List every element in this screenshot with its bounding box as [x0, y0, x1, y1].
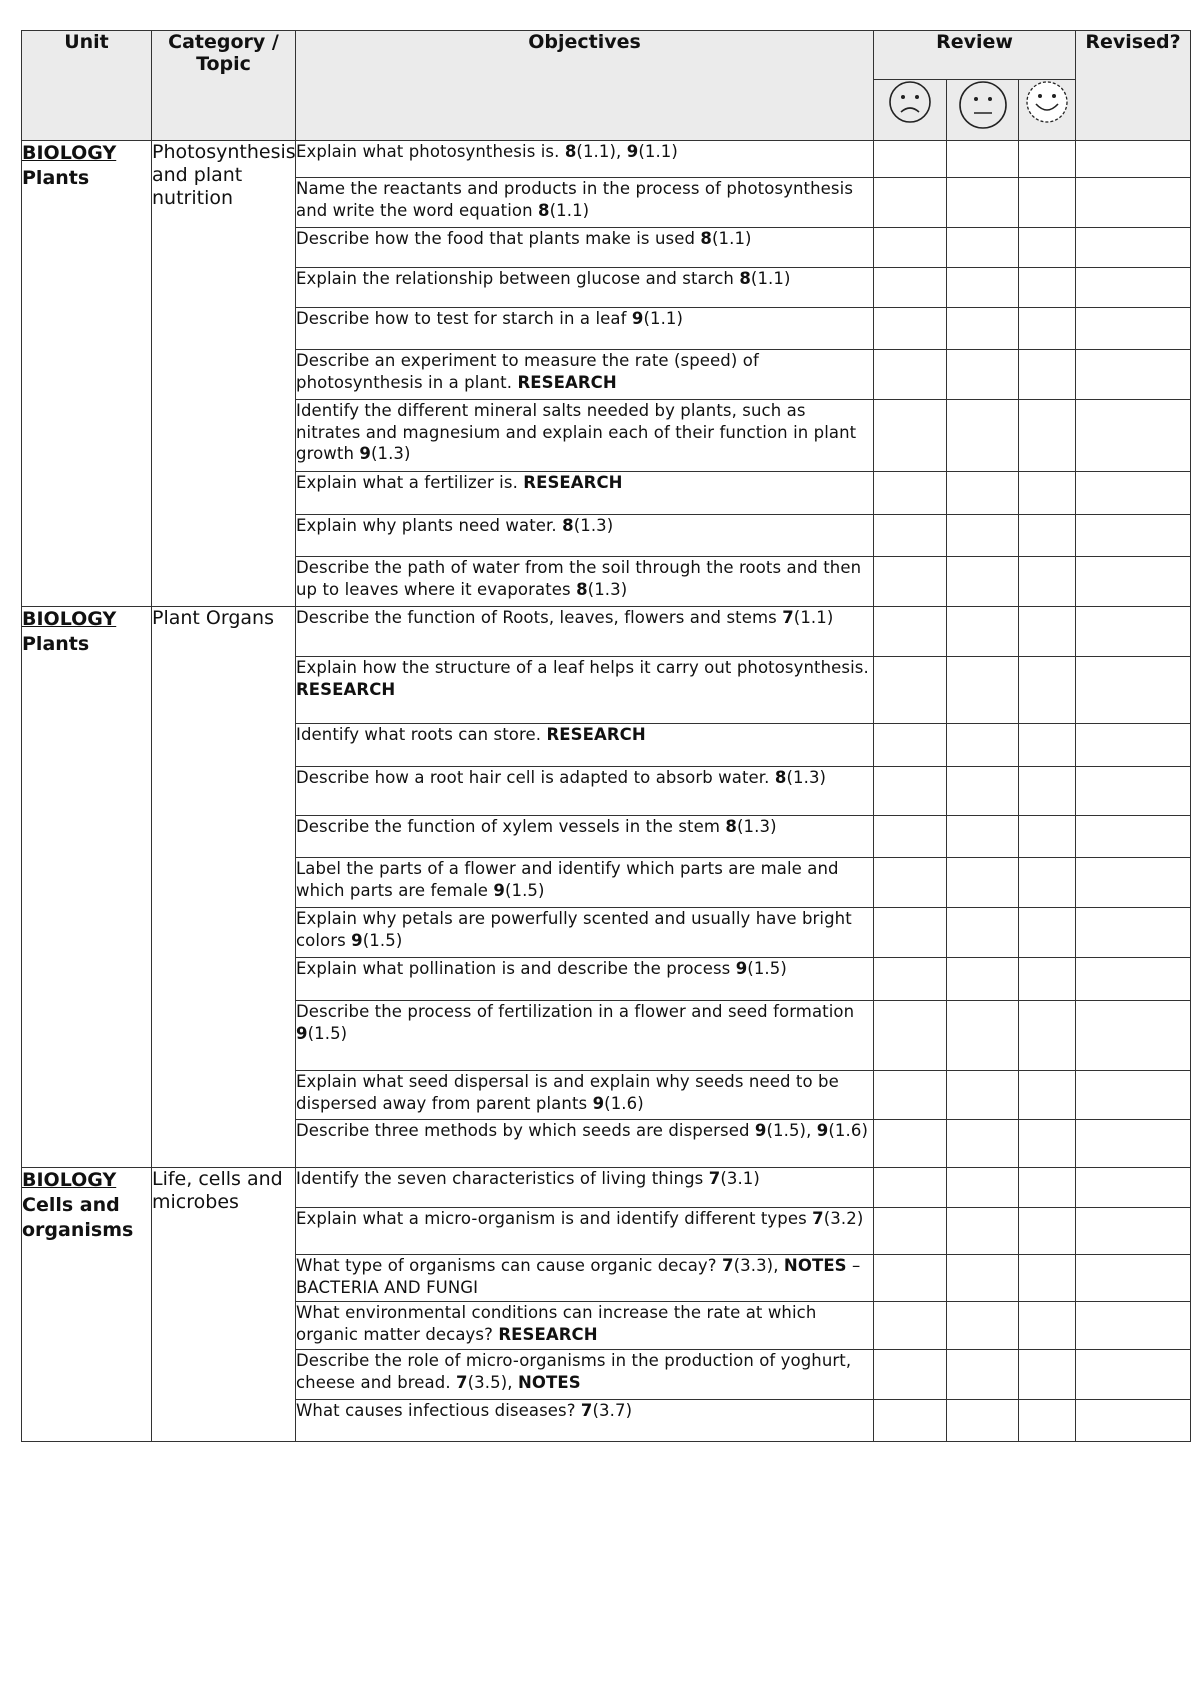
review-sad-cell[interactable] — [874, 1071, 947, 1120]
objective-cell — [296, 515, 874, 557]
objective-cell — [296, 724, 874, 767]
revised-cell[interactable] — [1076, 1208, 1191, 1255]
review-sad-cell[interactable] — [874, 141, 947, 178]
review-sad-cell[interactable] — [874, 268, 947, 308]
objective-cell — [296, 816, 874, 858]
review-happy-cell[interactable] — [1019, 1168, 1076, 1208]
revised-cell[interactable] — [1076, 350, 1191, 400]
revised-cell[interactable] — [1076, 657, 1191, 724]
objective-emphasis: 8 — [725, 817, 737, 836]
revised-cell[interactable] — [1076, 400, 1191, 472]
revised-cell[interactable] — [1076, 958, 1191, 1001]
objective-cell — [296, 607, 874, 657]
review-happy-header — [1019, 80, 1076, 141]
revised-cell[interactable] — [1076, 816, 1191, 858]
objective-text: Describe the function of xylem vessels in the stem — [296, 817, 726, 836]
objective-text: (1.6) — [828, 1121, 869, 1140]
review-neutral-cell[interactable] — [947, 178, 1019, 228]
review-sad-cell[interactable] — [874, 657, 947, 724]
review-neutral-cell[interactable] — [947, 308, 1019, 350]
objective-text: (1.5) — [504, 880, 545, 900]
revised-cell[interactable] — [1076, 767, 1191, 816]
objective-text: Describe the role of micro-organisms in the production of yoghurt, cheese and bread. — [296, 1351, 852, 1392]
review-sad-cell[interactable] — [874, 767, 947, 816]
review-happy-cell[interactable] — [1019, 1400, 1076, 1442]
objective-text: Describe the path of water from the soil through the roots and then up to leaves where it evaporates — [296, 558, 862, 599]
review-happy-cell[interactable] — [1019, 472, 1076, 515]
objective-text: – BACTERIA AND FUNGI — [296, 1256, 861, 1297]
objective-text: Explain what seed dispersal is and explain why seeds need to be dispersed away from parent plants — [296, 1072, 839, 1113]
objective-text: Describe how the food that plants make is used — [296, 229, 701, 248]
objective-text: (1.3) — [587, 579, 628, 599]
header-unit: Unit — [22, 31, 152, 141]
objective-text: (1.3) — [573, 516, 614, 535]
review-sad-cell[interactable] — [874, 1302, 947, 1350]
header-objectives: Objectives — [296, 31, 874, 141]
header-category: Category / Topic — [152, 31, 296, 141]
unit-subtitle: Plants — [22, 167, 90, 189]
objective-emphasis: 9 — [754, 1121, 767, 1140]
review-neutral-cell[interactable] — [947, 472, 1019, 515]
revised-cell[interactable] — [1076, 1168, 1191, 1208]
review-sad-cell[interactable] — [874, 908, 947, 958]
revised-cell[interactable] — [1076, 141, 1191, 178]
revised-cell[interactable] — [1076, 268, 1191, 308]
objective-emphasis: NOTES — [783, 1256, 847, 1275]
objective-emphasis: 9 — [493, 880, 505, 900]
objective-emphasis: 9 — [359, 444, 371, 463]
objective-cell — [296, 1001, 874, 1071]
review-neutral-cell[interactable] — [947, 958, 1019, 1001]
objective-text: What causes infectious diseases? — [296, 1401, 581, 1420]
objective-text: Explain the relationship between glucose and starch — [296, 269, 740, 288]
review-happy-cell[interactable] — [1019, 908, 1076, 958]
objective-cell — [296, 1120, 874, 1168]
review-neutral-cell[interactable] — [947, 350, 1019, 400]
objective-text: (3.7) — [592, 1401, 633, 1420]
review-neutral-cell[interactable] — [947, 1208, 1019, 1255]
revised-cell[interactable] — [1076, 557, 1191, 607]
review-sad-cell[interactable] — [874, 1168, 947, 1208]
objective-cell — [296, 1168, 874, 1208]
objective-emphasis: 8 — [562, 516, 574, 535]
review-happy-cell[interactable] — [1019, 400, 1076, 472]
objective-emphasis: 9 — [631, 309, 644, 328]
review-neutral-cell[interactable] — [947, 141, 1019, 178]
review-happy-cell[interactable] — [1019, 557, 1076, 607]
review-neutral-cell[interactable] — [947, 657, 1019, 724]
revised-cell[interactable] — [1076, 308, 1191, 350]
revised-cell[interactable] — [1076, 1350, 1191, 1400]
objective-text: (1.1) — [711, 229, 752, 248]
review-sad-cell[interactable] — [874, 557, 947, 607]
objective-emphasis: 8 — [538, 200, 550, 220]
review-sad-cell[interactable] — [874, 350, 947, 400]
objective-emphasis: 9 — [351, 930, 363, 950]
objective-text: (3.3), — [733, 1256, 784, 1275]
revised-cell[interactable] — [1076, 1071, 1191, 1120]
review-happy-cell[interactable] — [1019, 178, 1076, 228]
review-sad-cell[interactable] — [874, 400, 947, 472]
review-neutral-cell[interactable] — [947, 607, 1019, 657]
objective-emphasis: 9 — [735, 959, 748, 978]
review-neutral-cell[interactable] — [947, 228, 1019, 268]
category-cell: Photosynthesis and plant nutrition — [152, 141, 296, 607]
review-neutral-cell[interactable] — [947, 816, 1019, 858]
objective-emphasis: 7 — [580, 1401, 593, 1420]
objective-text: Describe the function of Roots, leaves, flowers and stems — [296, 608, 783, 627]
review-happy-cell[interactable] — [1019, 1120, 1076, 1168]
objective-text: Identify what roots can store. — [296, 725, 547, 744]
sad-face-icon — [874, 80, 946, 124]
review-happy-cell[interactable] — [1019, 767, 1076, 816]
revised-cell[interactable] — [1076, 607, 1191, 657]
review-neutral-header — [947, 80, 1019, 141]
objective-text: (1.1), — [576, 142, 627, 161]
review-happy-cell[interactable] — [1019, 268, 1076, 308]
neutral-face-icon — [947, 80, 1018, 130]
objective-cell — [296, 1208, 874, 1255]
objective-emphasis: NOTES — [517, 1372, 581, 1392]
objective-cell — [296, 400, 874, 472]
objective-cell — [296, 1400, 874, 1442]
header-revised: Revised? — [1076, 31, 1191, 141]
review-sad-cell[interactable] — [874, 1208, 947, 1255]
review-neutral-cell[interactable] — [947, 268, 1019, 308]
objective-cell — [296, 1350, 874, 1400]
revised-cell[interactable] — [1076, 858, 1191, 908]
review-happy-cell[interactable] — [1019, 816, 1076, 858]
table-body — [22, 141, 1191, 1442]
review-sad-header — [874, 80, 947, 141]
objective-text: (1.3) — [737, 817, 777, 836]
review-happy-cell[interactable] — [1019, 141, 1076, 178]
review-neutral-cell[interactable] — [947, 908, 1019, 958]
objective-text: (3.5), — [467, 1372, 518, 1392]
objective-text: (3.2) — [823, 1209, 864, 1228]
objective-text: (1.5) — [747, 959, 787, 978]
review-happy-cell[interactable] — [1019, 1255, 1076, 1302]
objective-emphasis: 8 — [564, 142, 577, 161]
category-cell: Life, cells and microbes — [152, 1168, 296, 1442]
objective-text: Explain what a micro-organism is and identify different types — [296, 1209, 813, 1228]
review-sad-cell[interactable] — [874, 1350, 947, 1400]
review-sad-cell[interactable] — [874, 958, 947, 1001]
review-neutral-cell[interactable] — [947, 557, 1019, 607]
objective-emphasis: 8 — [774, 768, 787, 787]
objective-text: (1.5) — [362, 930, 403, 950]
objective-emphasis: RESEARCH — [517, 372, 617, 392]
revised-cell[interactable] — [1076, 1255, 1191, 1302]
review-sad-cell[interactable] — [874, 816, 947, 858]
objective-text: Describe an experiment to measure the rate (speed) of photosynthesis in a plant. — [296, 351, 759, 392]
objective-text: (1.6) — [604, 1093, 644, 1113]
revised-cell[interactable] — [1076, 1001, 1191, 1071]
review-neutral-cell[interactable] — [947, 858, 1019, 908]
objective-cell — [296, 228, 874, 268]
review-neutral-cell[interactable] — [947, 1400, 1019, 1442]
objective-cell — [296, 767, 874, 816]
review-happy-cell[interactable] — [1019, 607, 1076, 657]
objective-text: Describe how to test for starch in a leaf — [296, 309, 632, 328]
objective-text: Identify the different mineral salts needed by plants, such as nitrates and magnesium and explain each of their function in plant growth — [296, 401, 857, 463]
objective-emphasis: RESEARCH — [296, 679, 396, 699]
revised-cell[interactable] — [1076, 1400, 1191, 1442]
revised-cell[interactable] — [1076, 908, 1191, 958]
objective-text: Explain what pollination is and describe the process — [296, 959, 736, 978]
objective-cell — [296, 1255, 874, 1302]
review-sad-cell[interactable] — [874, 228, 947, 268]
revised-cell[interactable] — [1076, 178, 1191, 228]
objective-text: (1.1) — [750, 269, 791, 288]
objective-text: Explain why petals are powerfully scented and usually have bright colors — [296, 909, 852, 950]
objective-cell — [296, 958, 874, 1001]
review-neutral-cell[interactable] — [947, 1001, 1019, 1071]
objective-cell — [296, 141, 874, 178]
review-sad-cell[interactable] — [874, 858, 947, 908]
objective-cell — [296, 557, 874, 607]
review-sad-cell[interactable] — [874, 1120, 947, 1168]
objective-cell — [296, 308, 874, 350]
objective-text: (1.1) — [638, 142, 678, 161]
review-happy-cell[interactable] — [1019, 1350, 1076, 1400]
objective-cell — [296, 908, 874, 958]
table-row — [22, 1168, 1191, 1208]
review-neutral-cell[interactable] — [947, 1168, 1019, 1208]
objective-emphasis: 8 — [576, 579, 588, 599]
unit-subtitle: Plants — [22, 633, 90, 655]
objective-text: (3.1) — [720, 1169, 760, 1188]
review-sad-cell[interactable] — [874, 472, 947, 515]
objective-emphasis: 7 — [722, 1256, 734, 1275]
revised-cell[interactable] — [1076, 1120, 1191, 1168]
revised-cell[interactable] — [1076, 515, 1191, 557]
objective-emphasis: 9 — [626, 142, 639, 161]
table-row — [22, 141, 1191, 178]
objective-cell — [296, 858, 874, 908]
review-neutral-cell[interactable] — [947, 515, 1019, 557]
review-happy-cell[interactable] — [1019, 228, 1076, 268]
objective-text: Identify the seven characteristics of living things — [296, 1169, 709, 1188]
review-sad-cell[interactable] — [874, 1255, 947, 1302]
objective-cell — [296, 472, 874, 515]
review-neutral-cell[interactable] — [947, 1350, 1019, 1400]
objective-cell — [296, 1302, 874, 1350]
objective-text: Describe three methods by which seeds are dispersed — [296, 1121, 755, 1140]
review-happy-cell[interactable] — [1019, 1001, 1076, 1071]
review-neutral-cell[interactable] — [947, 724, 1019, 767]
objective-cell — [296, 657, 874, 724]
objective-text: Describe how a root hair cell is adapted to absorb water. — [296, 768, 775, 787]
revised-cell[interactable] — [1076, 228, 1191, 268]
review-happy-cell[interactable] — [1019, 958, 1076, 1001]
review-happy-cell[interactable] — [1019, 350, 1076, 400]
review-neutral-cell[interactable] — [947, 1120, 1019, 1168]
review-happy-cell[interactable] — [1019, 1071, 1076, 1120]
objective-cell — [296, 350, 874, 400]
review-happy-cell[interactable] — [1019, 1208, 1076, 1255]
review-sad-cell[interactable] — [874, 515, 947, 557]
review-neutral-cell[interactable] — [947, 767, 1019, 816]
review-sad-cell[interactable] — [874, 1400, 947, 1442]
objective-text: (1.1) — [793, 608, 834, 627]
objective-text: Explain what photosynthesis is. — [296, 142, 565, 161]
objective-emphasis: 9 — [592, 1093, 605, 1113]
review-neutral-cell[interactable] — [947, 1255, 1019, 1302]
unit-title: BIOLOGY — [22, 608, 117, 630]
review-happy-cell[interactable] — [1019, 724, 1076, 767]
objective-emphasis: 7 — [708, 1169, 721, 1188]
review-happy-cell[interactable] — [1019, 1302, 1076, 1350]
objective-emphasis: 8 — [700, 229, 712, 248]
review-neutral-cell[interactable] — [947, 400, 1019, 472]
smiley-face-icon — [1019, 80, 1075, 124]
category-cell: Plant Organs — [152, 607, 296, 1168]
objective-text: (1.5), — [766, 1121, 817, 1140]
header-review: Review — [874, 31, 1076, 80]
objective-emphasis: 8 — [739, 269, 751, 288]
objective-emphasis: 9 — [816, 1121, 829, 1140]
objective-text: (1.3) — [786, 768, 827, 787]
review-sad-cell[interactable] — [874, 724, 947, 767]
review-sad-cell[interactable] — [874, 607, 947, 657]
unit-title: BIOLOGY — [22, 1169, 117, 1191]
review-happy-cell[interactable] — [1019, 515, 1076, 557]
objectives-table — [21, 30, 1191, 1442]
review-happy-cell[interactable] — [1019, 858, 1076, 908]
review-sad-cell[interactable] — [874, 178, 947, 228]
objective-emphasis: 7 — [456, 1372, 468, 1392]
objective-text: Name the reactants and products in the process of photosynthesis and write the word equation — [296, 179, 854, 220]
objective-text: (1.1) — [643, 309, 684, 328]
revised-cell[interactable] — [1076, 1302, 1191, 1350]
objective-cell — [296, 1071, 874, 1120]
unit-cell — [22, 1168, 152, 1442]
table-row — [22, 607, 1191, 657]
review-happy-cell[interactable] — [1019, 657, 1076, 724]
unit-cell — [22, 607, 152, 1168]
unit-subtitle: Cells and organisms — [22, 1194, 134, 1241]
revised-cell[interactable] — [1076, 472, 1191, 515]
objective-text: (1.5) — [307, 1023, 348, 1043]
objective-emphasis: RESEARCH — [546, 725, 646, 744]
review-sad-cell[interactable] — [874, 1001, 947, 1071]
objective-text: Describe the process of fertilization in a flower and seed formation — [296, 1002, 855, 1021]
objective-cell — [296, 178, 874, 228]
objective-text: Label the parts of a flower and identify which parts are male and which parts are female — [296, 859, 839, 900]
objective-text: (1.3) — [370, 444, 411, 463]
objective-text: Explain why plants need water. — [296, 516, 563, 535]
objective-text: (1.1) — [549, 200, 590, 220]
objective-emphasis: 7 — [782, 608, 794, 627]
review-happy-cell[interactable] — [1019, 308, 1076, 350]
objective-cell — [296, 268, 874, 308]
revised-cell[interactable] — [1076, 724, 1191, 767]
objective-text: Explain what a fertilizer is. — [296, 473, 524, 492]
objective-text: Explain how the structure of a leaf helps it carry out photosynthesis. — [296, 658, 869, 677]
objective-emphasis: 7 — [812, 1209, 824, 1228]
objective-text: What type of organisms can cause organic decay? — [296, 1256, 723, 1275]
review-neutral-cell[interactable] — [947, 1302, 1019, 1350]
objective-emphasis: RESEARCH — [498, 1324, 598, 1344]
unit-title: BIOLOGY — [22, 142, 117, 164]
review-neutral-cell[interactable] — [947, 1071, 1019, 1120]
objective-emphasis: RESEARCH — [523, 473, 623, 492]
review-sad-cell[interactable] — [874, 308, 947, 350]
objective-emphasis: 9 — [296, 1023, 308, 1043]
objective-text: What environmental conditions can increase the rate at which organic matter decays? — [296, 1303, 817, 1344]
unit-cell — [22, 141, 152, 607]
